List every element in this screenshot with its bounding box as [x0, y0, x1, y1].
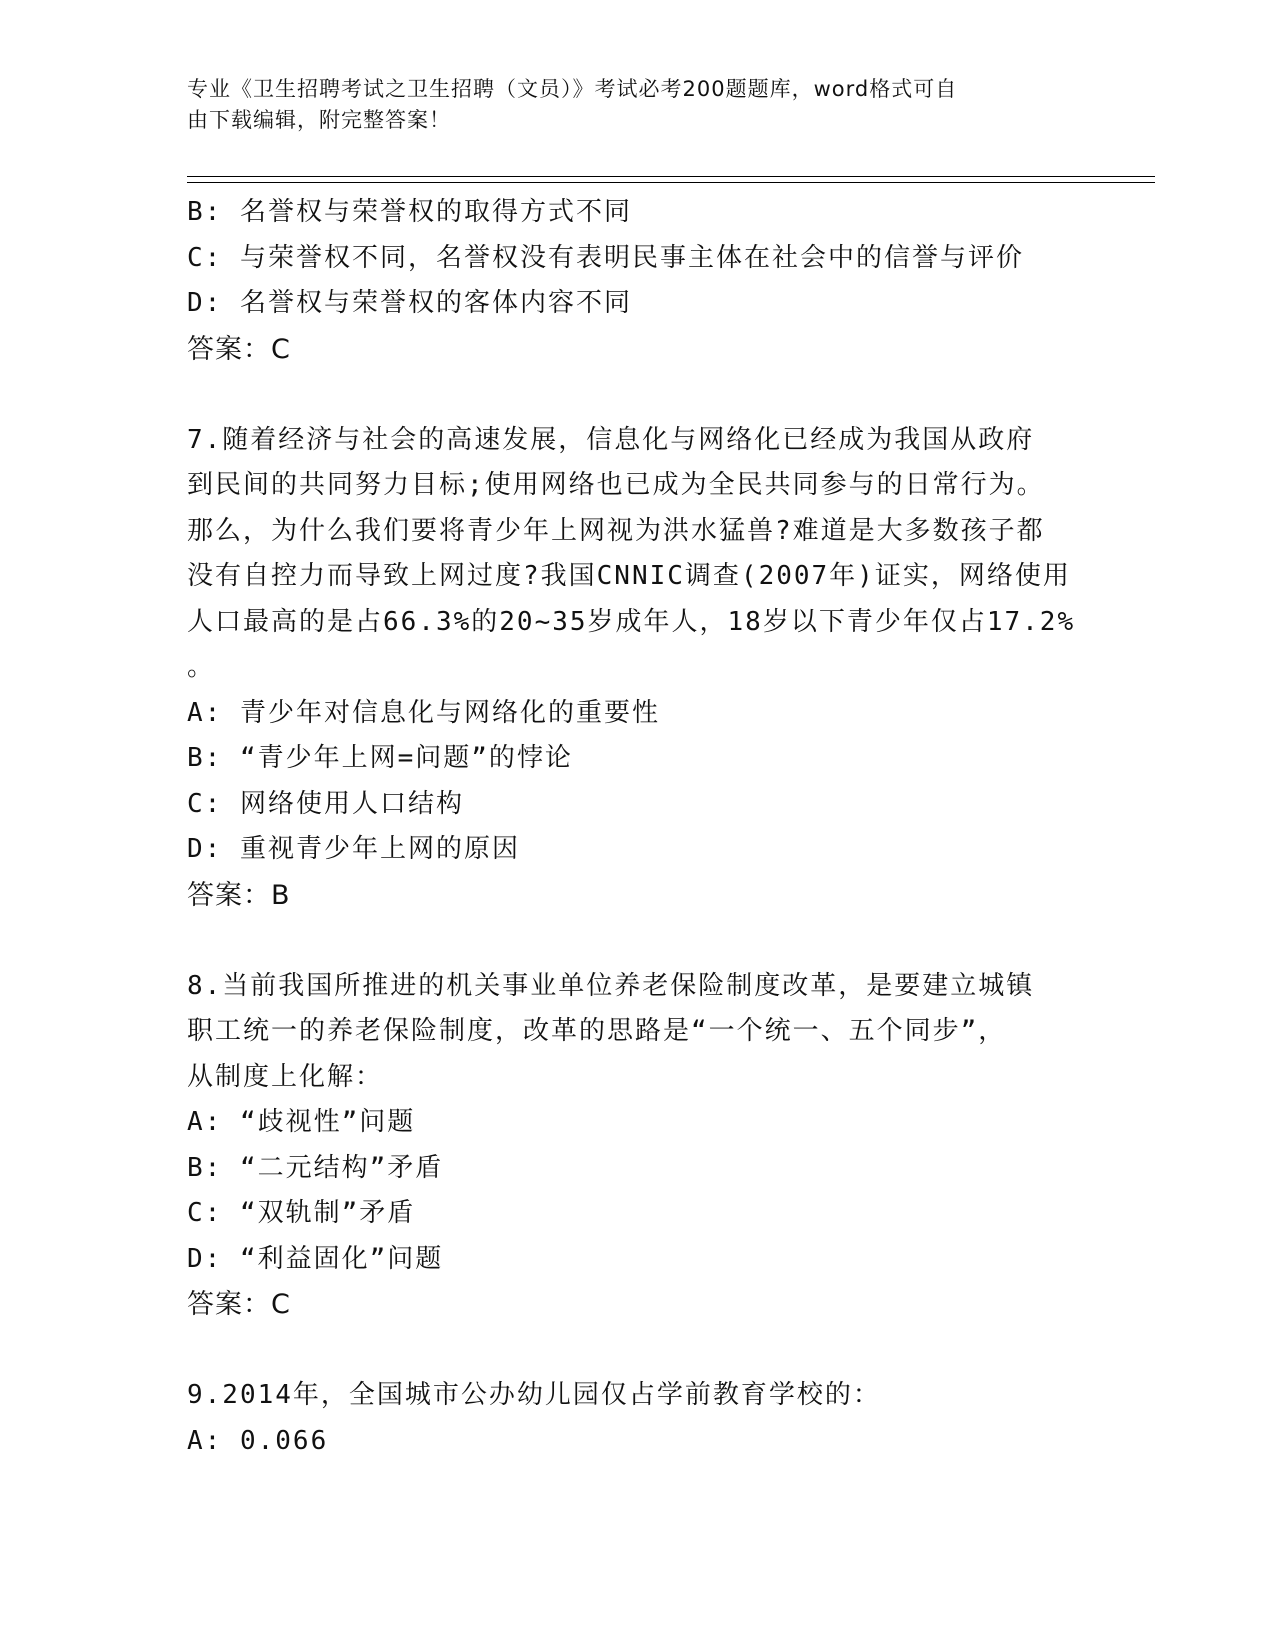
answer-line: 答案：B — [187, 879, 291, 911]
option-a: A: “歧视性”问题 — [187, 1107, 416, 1137]
question-text-line: 。 — [187, 652, 216, 682]
question-text-line: 那么，为什么我们要将青少年上网视为洪水猛兽?难道是大多数孩子都 — [187, 515, 1045, 546]
option-a: A: 青少年对信息化与网络化的重要性 — [187, 697, 660, 728]
spacer — [187, 918, 1087, 964]
question-6-continued — [187, 190, 1087, 372]
header-line-2: 由下载编辑，附完整答案！ — [187, 108, 451, 132]
option-b: B: “青少年上网=问题”的悖论 — [187, 743, 573, 773]
option-d: D: 名誉权与荣誉权的客体内容不同 — [187, 288, 632, 318]
header-divider-top — [187, 176, 1155, 177]
question-content — [187, 190, 1087, 1464]
question-text-line: 没有自控力而导致上网过度?我国CNNIC调查(2007年)证实，网络使用 — [187, 561, 1071, 591]
spacer — [187, 1328, 1087, 1374]
header-divider-bottom — [187, 182, 1155, 183]
option-b: B: “二元结构”矛盾 — [187, 1152, 444, 1183]
question-text-line: 到民间的共同努力目标;使用网络也已成为全民共同参与的日常行为。 — [187, 470, 1045, 500]
question-8 — [187, 964, 1087, 1328]
option-c: C: “双轨制”矛盾 — [187, 1198, 416, 1228]
option-c: C: 与荣誉权不同，名誉权没有表明民事主体在社会中的信誉与评价 — [187, 242, 1024, 273]
question-9 — [187, 1373, 1087, 1464]
question-7 — [187, 418, 1087, 919]
question-text-line: 人口最高的是占66.3%的20~35岁成年人，18岁以下青少年仅占17.2% — [187, 606, 1076, 637]
spacer — [187, 372, 1087, 418]
option-c: C: 网络使用人口结构 — [187, 788, 464, 819]
option-d: D: “利益固化”问题 — [187, 1243, 444, 1274]
question-text-line: 9.2014年，全国城市公办幼儿园仅占学前教育学校的： — [187, 1380, 881, 1410]
question-text-line: 从制度上化解： — [187, 1061, 384, 1092]
option-b: B: 名誉权与荣誉权的取得方式不同 — [187, 197, 632, 227]
question-text-line: 8.当前我国所推进的机关事业单位养老保险制度改革，是要建立城镇 — [187, 970, 1035, 1001]
answer-line: 答案：C — [187, 333, 291, 365]
header-line-1: 专业《卫生招聘考试之卫生招聘（文员）》考试必考200题题库，word格式可自 — [187, 77, 958, 101]
page-header — [187, 74, 1087, 136]
answer-line: 答案：C — [187, 1289, 291, 1320]
question-text-line: 职工统一的养老保险制度，改革的思路是“一个统一、五个同步”， — [187, 1016, 1007, 1046]
option-a: A: 0.066 — [187, 1425, 329, 1456]
question-text-line: 7.随着经济与社会的高速发展，信息化与网络化已经成为我国从政府 — [187, 424, 1035, 455]
option-d: D: 重视青少年上网的原因 — [187, 834, 520, 864]
